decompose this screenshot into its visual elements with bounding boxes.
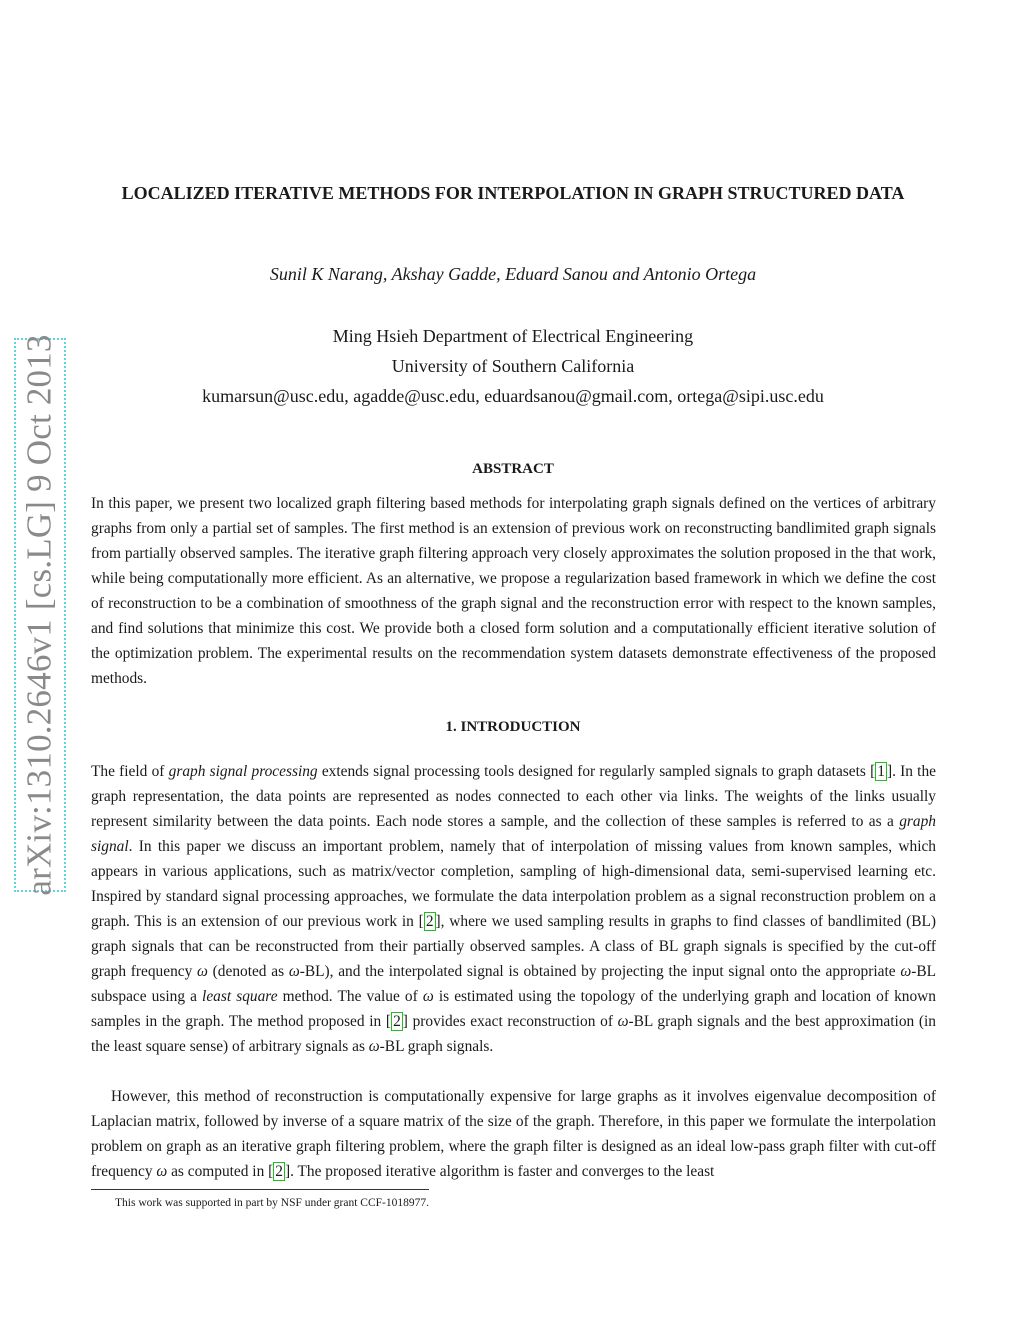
text-run: -BL), and the interpolated signal is obtained by projecting the input signal onto the appropriate (299, 963, 901, 980)
emphasis-term: least square (202, 988, 278, 1005)
author-emails: kumarsun@usc.edu, agadde@usc.edu, eduardsanou@gmail.com, ortega@sipi.usc.edu (202, 386, 824, 406)
introduction-heading: 1. INTRODUCTION (445, 719, 581, 735)
citation-link[interactable]: 2 (275, 1163, 283, 1180)
emphasis-term: graph signal (91, 813, 936, 855)
omega-symbol: ω (156, 1163, 168, 1180)
department: Ming Hsieh Department of Electrical Engineering (332, 326, 694, 346)
text-run: extends signal processing tools designed for regularly sampled signals to graph datasets [ (317, 763, 876, 780)
emphasis-term: graph signal processing (168, 763, 318, 780)
university: University of Southern California (391, 356, 635, 376)
text-run: -BL graph signals. (379, 1038, 494, 1055)
text-run: ], where we used sampling results in graphs to find classes of bandlimited (BL) graph signals that can be reconstructed from their partially observed samples. A class of BL graph signals is specified by the cut-off graph frequency (91, 913, 936, 980)
citation-link[interactable]: 1 (877, 763, 885, 780)
intro-paragraph-2 (91, 1084, 936, 1184)
text-run: ]. The proposed iterative algorithm is faster and converges to the least (284, 1163, 715, 1180)
omega-symbol: ω (900, 963, 912, 980)
text-run: (denoted as (207, 963, 289, 980)
affiliation-block (90, 321, 936, 411)
footnote: This work was supported in part by NSF under grant CCF-1018977. (115, 1197, 429, 1209)
intro-paragraph-1 (91, 759, 936, 1059)
omega-symbol: ω (197, 963, 208, 980)
text-run: . In this paper we discuss an important problem, namely that of interpolation of missing values from known samples, which appears in various applications, such as matrix/vector completion, sampling of high-dimensional data, semi-supervised learning etc. Inspired by standard signal processing approaches, we formulate the data interpolation problem as a signal reconstruction problem on a graph. This is an extension of our previous work in [ (91, 838, 936, 930)
text-run: method. The value of (277, 988, 423, 1005)
citation-link[interactable]: 2 (425, 913, 434, 930)
omega-symbol: ω (288, 963, 300, 980)
text-run: ] provides exact reconstruction of (402, 1013, 618, 1030)
abstract-text: In this paper, we present two localized graph filtering based methods for interpolating graph signals defined on the vertices of arbitrary graphs from only a partial set of samples. The first method is an extension of previous work on reconstructing bandlimited graph signals from partially observed samples. The iterative graph filtering approach very closely approximates the solution proposed in the that work, while being computationally more efficient. As an alternative, we propose a regularization based framework in which we define the cost of reconstruction to be a combination of smoothness of the graph signal and the reconstruction error with respect to the known samples, and find solutions that minimize this cost. We provide both a closed form solution and a computationally efficient iterative solution of the optimization problem. The experimental results on the recommendation system datasets demonstrate effectiveness of the proposed methods. (91, 495, 936, 687)
paper-title: LOCALIZED ITERATIVE METHODS FOR INTERPOLATION IN GRAPH STRUCTURED DATA (121, 183, 905, 203)
text-run: -BL graph signals and the best approximation (in the least square sense) of arbitrary signals as (91, 1013, 936, 1055)
text-run: is estimated using the topology of the underlying graph and location of known samples in the graph. The method proposed in [ (91, 988, 936, 1030)
footnote-divider (91, 1189, 429, 1190)
arxiv-stamp (14, 334, 66, 896)
omega-symbol: ω (422, 988, 434, 1005)
author-list: Sunil K Narang, Akshay Gadde, Eduard Sanou and Antonio Ortega (269, 264, 757, 284)
text-run: -BL subspace using a (91, 963, 936, 1005)
arxiv-stamp-text: arXiv:1310.2646v1 [cs.LG] 9 Oct 2013 (20, 334, 59, 896)
omega-symbol: ω (368, 1038, 380, 1055)
citation-link[interactable]: 2 (393, 1013, 401, 1030)
text-run: The field of (91, 763, 169, 780)
abstract-heading: ABSTRACT (472, 461, 554, 477)
text-run: ]. In the graph representation, the data points are represented as nodes connected to each other via links. The weights of the links usually represent similarity between the data points. Each node stores a sample, and the collection of these samples is referred to as a (91, 763, 936, 830)
text-run: However, this method of reconstruction is computationally expensive for large graphs as it involves eigenvalue decomposition of Laplacian matrix, followed by inverse of a square matrix of the size of the graph. Therefore, in this paper we formulate the interpolation problem on graph as an iterative graph filtering problem, where the graph filter is designed as an ideal low-pass graph filter with cut-off frequency (91, 1088, 936, 1180)
text-run: as computed in [ (167, 1163, 274, 1180)
omega-symbol: ω (617, 1013, 629, 1030)
